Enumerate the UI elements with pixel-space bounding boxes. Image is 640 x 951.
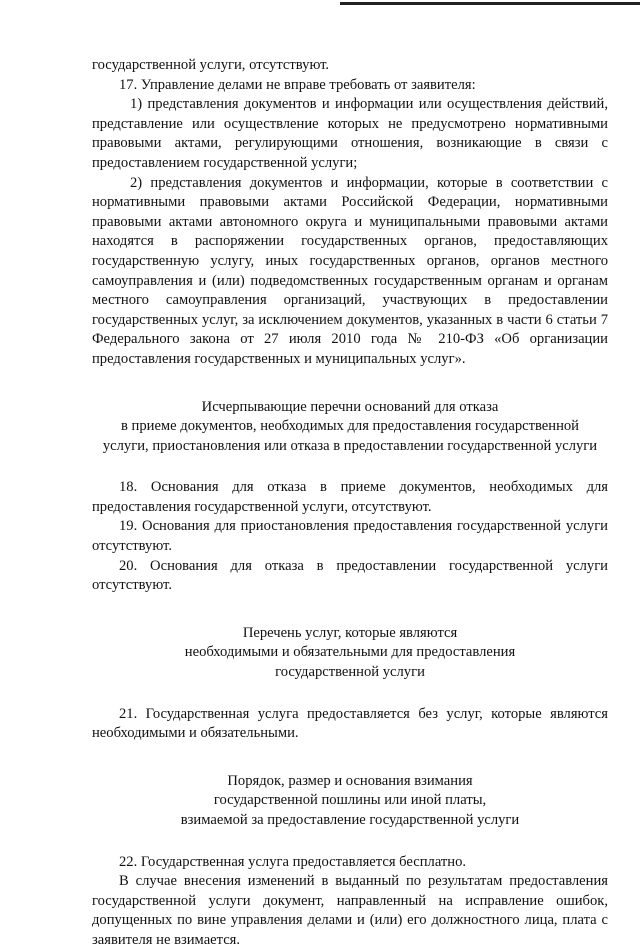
paragraph-17-item-2: 2) представления документов и информации, которые в соответствии с нормативными правовыми актами Российской Федерации, нормативными правовыми актами автономного округа и муниципальными правовыми актами находятся в распоряжении государственных органов, предоставляющих государственную услугу, иных государственных органов, органов местного самоуправления и (или) подведомственных государственным органам и органам местного самоуправления организаций, участвующих в предоставлении государственных услуг, за исключением документов, указанных в части 6 статьи 7 Федерального закона от 27 июля 2010 года № 210-ФЗ «Об организации предоставления государственных и муниципальных услуг». <box>92 174 608 367</box>
heading-line: государственной пошлины или иной платы, <box>213 792 487 809</box>
paragraph-21: 21. Государственная услуга предоставляется без услуг, которые являются необходимыми и обязательными. <box>92 705 608 742</box>
paragraph-20: 20. Основания для отказа в предоставлении государственной услуги отсутствуют. <box>92 557 608 594</box>
paragraph-22-amendment: В случае внесения изменений в выданный по результатам предоставления государственной услуги документ, направленный на исправление ошибок, допущенных по вине управления делами и (или) его должностного лица, плата с заявителя не взимается. <box>92 873 608 948</box>
heading-fee <box>92 772 608 831</box>
scan-artifact-line <box>340 2 640 5</box>
paragraph-continuation: государственной услуги, отсутствуют. <box>92 57 330 73</box>
heading-line: взимаемой за предоставление государственной услуги <box>180 812 520 828</box>
heading-line: Перечень услуг, которые являются <box>242 624 458 641</box>
heading-required-services <box>92 624 608 683</box>
heading-refusal-grounds <box>92 398 608 457</box>
heading-line: государственной услуги <box>275 664 425 681</box>
paragraph-18: 18. Основания для отказа в приеме документов, необходимых для предоставления государственной услуги, отсутствуют. <box>92 479 608 515</box>
heading-line: Исчерпывающие перечни оснований для отказа <box>201 398 499 415</box>
paragraph-17: 17. Управление делами не вправе требовать от заявителя: <box>119 76 476 93</box>
heading-line: услуги, приостановления или отказа в предоставлении государственной услуги <box>102 437 598 454</box>
heading-line: необходимыми и обязательными для предоставления <box>184 644 516 661</box>
heading-line: Порядок, размер и основания взимания <box>227 772 473 789</box>
paragraph-19: 19. Основания для приостановления предоставления государственной услуги отсутствуют. <box>92 518 608 555</box>
document-page <box>92 56 608 951</box>
heading-line: в приеме документов, необходимых для предоставления государственной <box>121 418 579 435</box>
paragraph-22: 22. Государственная услуга предоставляется бесплатно. <box>119 853 467 870</box>
paragraph-17-item-1: 1) представления документов и информации или осуществления действий, представление или осуществление которых не предусмотрено нормативными правовыми актами, регулирующими отношения, возникающие в связи с предоставлением государственной услуги; <box>92 96 608 171</box>
